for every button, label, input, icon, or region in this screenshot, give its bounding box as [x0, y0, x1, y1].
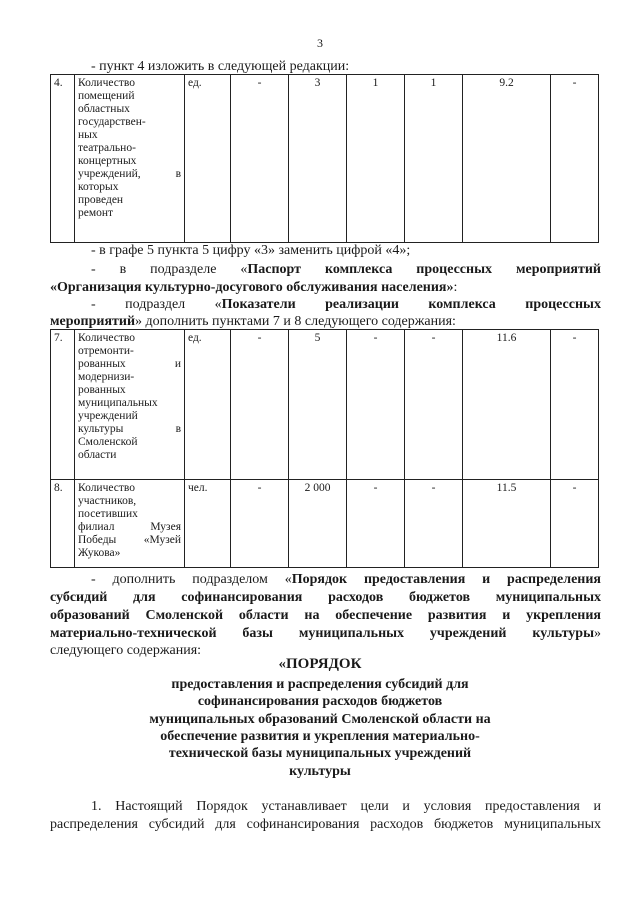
value-cell: 11.5	[463, 480, 551, 568]
value-cell: -	[551, 330, 599, 480]
paragraph-3-line-2: мероприятий» дополнить пунктами 7 и 8 следующего содержания:	[50, 314, 456, 329]
paragraph-5-line-2: распределения субсидий для софинансирования расходов бюджетов муниципальных	[50, 817, 601, 832]
value-cell: 1	[347, 75, 405, 243]
value-cell: -	[405, 330, 463, 480]
paragraph-4-line-2: субсидий для софинансирования расходов бюджетов муниципальных	[50, 590, 601, 605]
indicator-name: Количество участников, посетивших филиал Музея Победы «Музей Жукова»	[75, 480, 185, 568]
intro-text: - пункт 4 изложить в следующей редакции:	[91, 59, 350, 74]
paragraph-4-line-5: следующего содержания:	[50, 643, 202, 658]
value-cell: 5	[289, 330, 347, 480]
indicator-name: Количество помещений областных государствен- ных театрально- концертных учреждений, в которых проведен ремонт	[75, 75, 185, 243]
page-number: 3	[317, 36, 323, 50]
section-subtitle-line: муниципальных образований Смоленской области на	[149, 712, 491, 727]
value-cell: 9.2	[463, 75, 551, 243]
table-2	[50, 329, 599, 568]
section-subtitle-line: технической базы муниципальных учреждений	[168, 746, 472, 761]
value-cell: 11.6	[463, 330, 551, 480]
table-row	[51, 480, 599, 568]
section-title: «ПОРЯДОК	[278, 656, 362, 672]
value-cell: -	[231, 75, 289, 243]
section-subtitle-line: обеспечение развития и укрепления материально-	[160, 729, 480, 744]
table-1	[50, 74, 599, 243]
value-cell: 3	[289, 75, 347, 243]
table-row	[51, 330, 599, 480]
paragraph-3-line-1: - подраздел «Показатели реализации комплекса процессных	[91, 297, 601, 312]
value-cell: 2 000	[289, 480, 347, 568]
row-number: 8.	[51, 480, 75, 568]
unit-cell: ед.	[185, 330, 231, 480]
value-cell: -	[551, 480, 599, 568]
row-number: 4.	[51, 75, 75, 243]
value-cell: 1	[405, 75, 463, 243]
value-cell: -	[231, 480, 289, 568]
value-cell: -	[551, 75, 599, 243]
value-cell: -	[231, 330, 289, 480]
indicator-name: Количество отремонти- рованных и модернизи- рованных муниципальных учреждений культуры в Смоленской области	[75, 330, 185, 480]
unit-cell: ед.	[185, 75, 231, 243]
section-subtitle-line: культуры	[289, 764, 351, 779]
unit-cell: чел.	[185, 480, 231, 568]
row-number: 7.	[51, 330, 75, 480]
paragraph-2-line-2: «Организация культурно-досугового обслуживания населения»:	[50, 280, 458, 295]
paragraph-4-line-1: - дополнить подразделом «Порядок предоставления и распределения	[91, 572, 602, 587]
table-row	[51, 75, 599, 243]
value-cell: -	[405, 480, 463, 568]
paragraph-5-line-1: 1. Настоящий Порядок устанавливает цели и условия предоставления и	[91, 799, 601, 814]
paragraph-1: - в графе 5 пункта 5 цифру «3» заменить цифрой «4»;	[91, 243, 411, 258]
paragraph-2-line-1: - в подразделе «Паспорт комплекса процессных мероприятий	[91, 262, 601, 277]
paragraph-4-line-3: образований Смоленской области на обеспечение развития и укрепления	[50, 608, 601, 623]
section-subtitle-line: предоставления и распределения субсидий для	[171, 677, 469, 692]
section-subtitle-line: софинансирования расходов бюджетов	[197, 694, 443, 709]
paragraph-4-line-4: материально-технической базы муниципальных учреждений культуры»	[50, 626, 601, 641]
value-cell: -	[347, 480, 405, 568]
value-cell: -	[347, 330, 405, 480]
